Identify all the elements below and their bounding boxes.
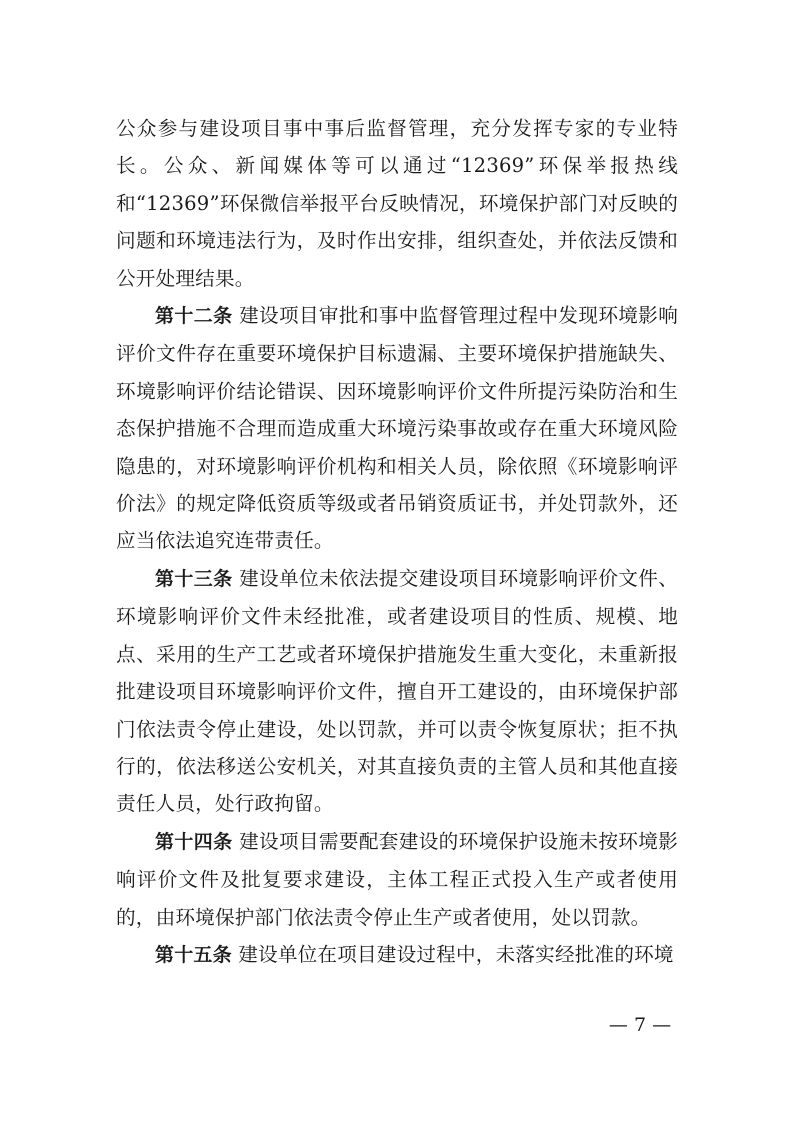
article-number: 第十四条 (155, 830, 233, 853)
article-text: 建设项目审批和事中监督管理过程中发现环境影响评价文件存在重要环境保护目标遗漏、主要环境保护措施缺失、环境影响评价结论错误、因环境影响评价文件所提污染防治和生态保护措施不合理而造成重大环境污染事故或存在重大环境风险隐患的，对环境影响评价机构和相关人员，除依照《环境影响评价法》的规定降低资质等级或者吊销资质证书，并处罚款外，还应当依法追究连带责任。 (116, 304, 678, 553)
paragraph-text: 公众参与建设项目事中事后监督管理，充分发挥专家的专业特长。公众、新闻媒体等可以通过“12369”环保举报热线和“12369”环保微信举报平台反映情况，环境保护部门对反映的问题和环境违法行为，及时作出安排，组织查处，并依法反馈和公开处理结果。 (116, 117, 678, 290)
article-12 (116, 297, 678, 560)
article-number: 第十三条 (155, 567, 233, 590)
article-number: 第十五条 (155, 943, 232, 966)
article-number: 第十二条 (155, 305, 233, 328)
page-number: — 7 — (608, 1014, 672, 1036)
document-body (116, 110, 678, 974)
paragraph-continuation (116, 110, 678, 297)
article-text: 建设单位在项目建设过程中，未落实经批准的环境 (238, 942, 674, 966)
article-15 (116, 936, 678, 974)
article-text: 建设项目需要配套建设的环境保护设施未按环境影响评价文件及批复要求建设，主体工程正式投入生产或者使用的，由环境保护部门依法责令停止生产或者使用，处以罚款。 (116, 829, 678, 929)
article-text: 建设单位未依法提交建设项目环境影响评价文件、环境影响评价文件未经批准，或者建设项目的性质、规模、地点、采用的生产工艺或者环境保护措施发生重大变化，未重新报批建设项目环境影响评价文件，擅自开工建设的，由环境保护部门依法责令停止建设，处以罚款，并可以责令恢复原状；拒不执行的，依法移送公安机关，对其直接负责的主管人员和其他直接责任人员，处行政拘留。 (116, 566, 678, 816)
article-13 (116, 560, 678, 823)
article-14 (116, 823, 678, 936)
